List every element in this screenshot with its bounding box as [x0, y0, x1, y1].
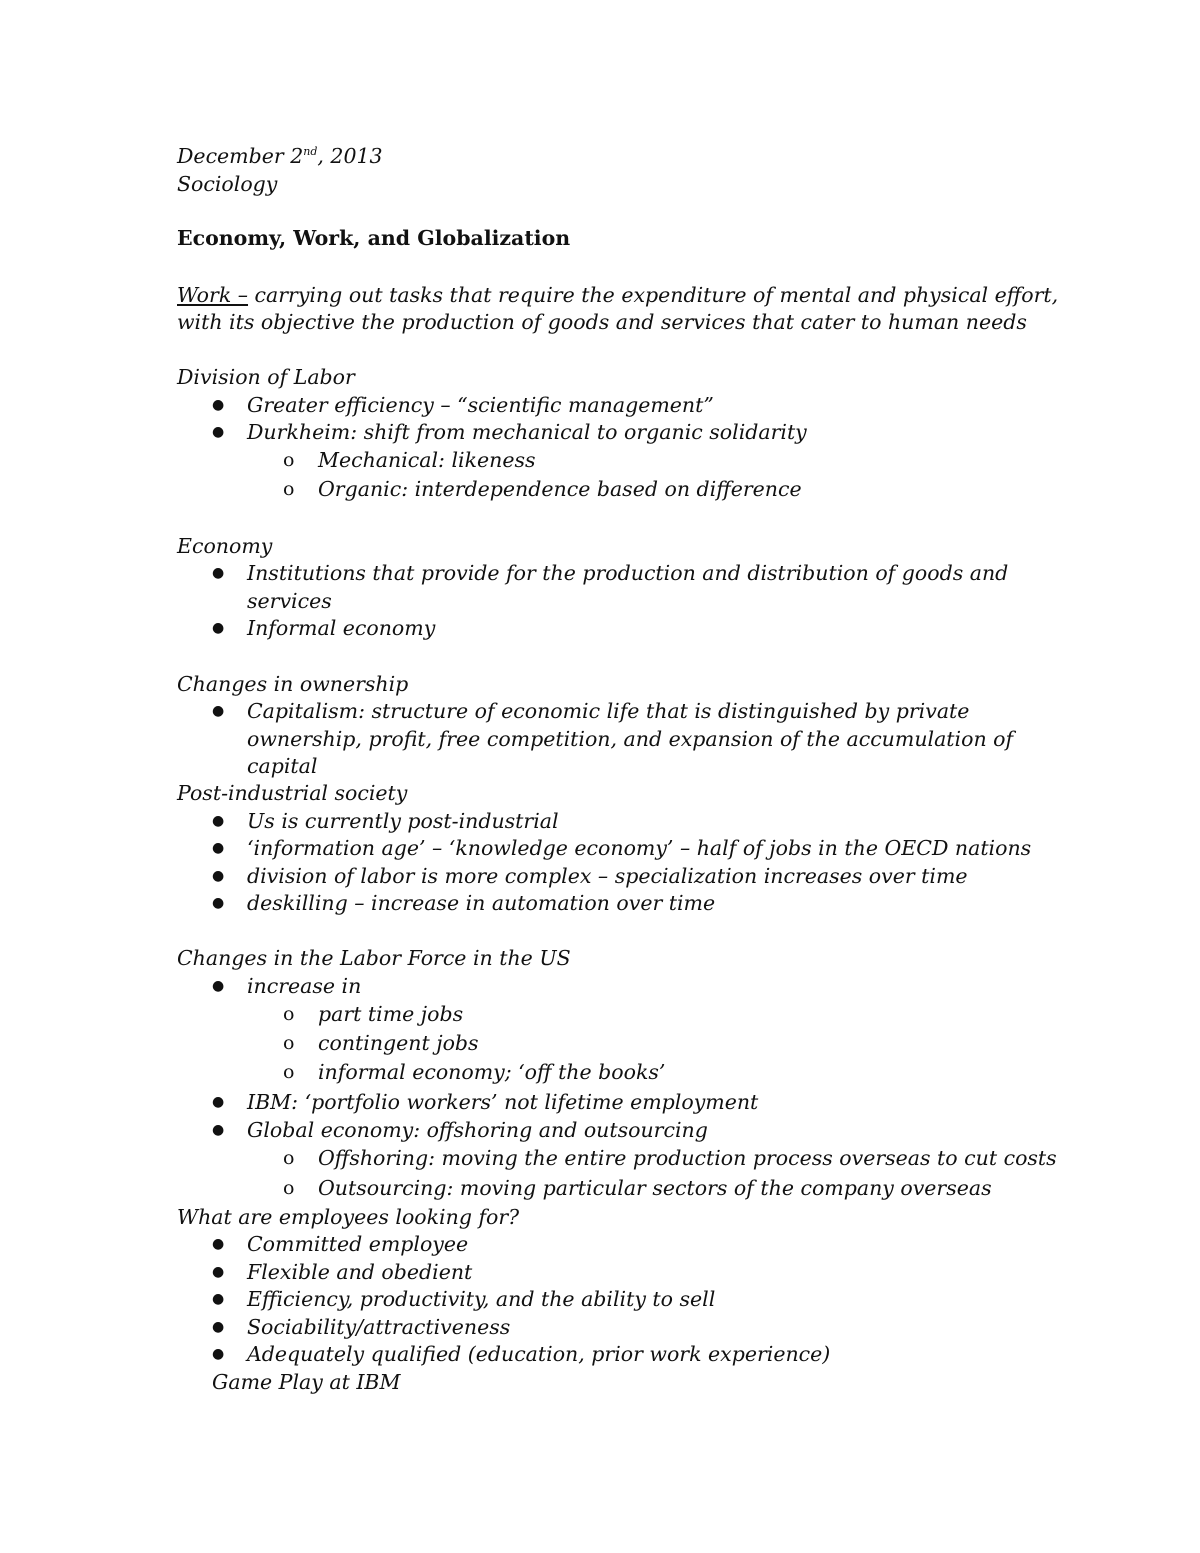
date-superscript: nd: [303, 145, 318, 159]
date-year: , 2013: [317, 144, 383, 168]
bullet-icon: ●: [212, 1319, 225, 1335]
trailing-note: Game Play at IBM: [212, 1370, 401, 1394]
bullet-icon: ●: [212, 703, 225, 719]
work-term: Work –: [177, 283, 249, 307]
sub-bullet-icon: o: [283, 1177, 295, 1199]
list-item: Us is currently post-industrial: [247, 809, 559, 833]
document-title: Economy, Work, and Globalization: [177, 226, 571, 250]
list-item: Efficiency, productivity, and the ability to sell: [247, 1287, 716, 1311]
bullet-icon: ●: [212, 1291, 225, 1307]
sub-bullet-icon: o: [283, 1003, 295, 1025]
list-item: Institutions that provide for the production and distribution of goods and: [247, 561, 1009, 585]
bullet-icon: ●: [212, 397, 225, 413]
bullet-icon: ●: [212, 1236, 225, 1252]
list-item: Informal economy: [247, 616, 436, 640]
work-definition-line-1: [177, 281, 1058, 309]
list-item: Sociability/attractiveness: [247, 1315, 511, 1339]
section-heading-division: Division of Labor: [177, 365, 355, 389]
list-item: Capitalism: structure of economic life that is distinguished by private: [247, 699, 970, 723]
work-definition-line-2: with its objective the production of goods and services that cater to human needs: [177, 310, 1027, 334]
bullet-icon: ●: [212, 840, 225, 856]
list-item-continuation: ownership, profit, free competition, and expansion of the accumulation of: [247, 727, 1014, 751]
bullet-icon: ●: [212, 1094, 225, 1110]
bullet-icon: ●: [212, 1346, 225, 1362]
date-line: [177, 142, 383, 170]
work-definition-text: carrying out tasks that require the expenditure of mental and physical effort,: [248, 283, 1059, 307]
list-item: Global economy: offshoring and outsourcing: [247, 1118, 708, 1142]
sub-bullet-icon: o: [283, 449, 295, 471]
sub-bullet-icon: o: [283, 1147, 295, 1169]
list-item: ‘information age’ – ‘knowledge economy’ – half of jobs in the OECD nations: [247, 836, 1032, 860]
sub-bullet-icon: o: [283, 1032, 295, 1054]
bullet-icon: ●: [212, 978, 225, 994]
bullet-icon: ●: [212, 620, 225, 636]
section-heading-employees: What are employees looking for?: [177, 1205, 520, 1229]
list-item: Greater efficiency – “scientific management”: [247, 393, 714, 417]
bullet-icon: ●: [212, 813, 225, 829]
date-text: December 2: [177, 144, 304, 168]
bullet-icon: ●: [212, 565, 225, 581]
list-item: deskilling – increase in automation over time: [247, 891, 716, 915]
bullet-icon: ●: [212, 1122, 225, 1138]
list-item: Adequately qualified (education, prior work experience): [247, 1342, 831, 1366]
section-heading-ownership: Changes in ownership: [177, 672, 409, 696]
subject-line: Sociology: [177, 172, 278, 196]
section-heading-economy: Economy: [177, 534, 273, 558]
list-item-continuation: services: [247, 589, 332, 613]
sub-list-item: Outsourcing: moving particular sectors of the company overseas: [318, 1176, 992, 1200]
sub-bullet-icon: o: [283, 1061, 295, 1083]
sub-list-item: contingent jobs: [318, 1031, 479, 1055]
section-heading-laborforce: Changes in the Labor Force in the US: [177, 946, 571, 970]
list-item: Flexible and obedient: [247, 1260, 473, 1284]
list-item: increase in: [247, 974, 362, 998]
sub-bullet-icon: o: [283, 478, 295, 500]
sub-list-item: part time jobs: [318, 1002, 464, 1026]
list-item: division of labor is more complex – specialization increases over time: [247, 864, 968, 888]
list-item: IBM: ‘portfolio workers’ not lifetime employment: [247, 1090, 759, 1114]
bullet-icon: ●: [212, 895, 225, 911]
list-item-continuation: capital: [247, 754, 318, 778]
bullet-icon: ●: [212, 424, 225, 440]
bullet-icon: ●: [212, 868, 225, 884]
bullet-icon: ●: [212, 1264, 225, 1280]
sub-list-item: Offshoring: moving the entire production process overseas to cut costs: [318, 1146, 1057, 1170]
sub-list-item: Mechanical: likeness: [318, 448, 536, 472]
list-item: Committed employee: [247, 1232, 469, 1256]
section-heading-postindustrial: Post-industrial society: [177, 781, 408, 805]
sub-list-item: informal economy; ‘off the books’: [318, 1060, 666, 1084]
list-item: Durkheim: shift from mechanical to organic solidarity: [247, 420, 807, 444]
sub-list-item: Organic: interdependence based on difference: [318, 477, 802, 501]
